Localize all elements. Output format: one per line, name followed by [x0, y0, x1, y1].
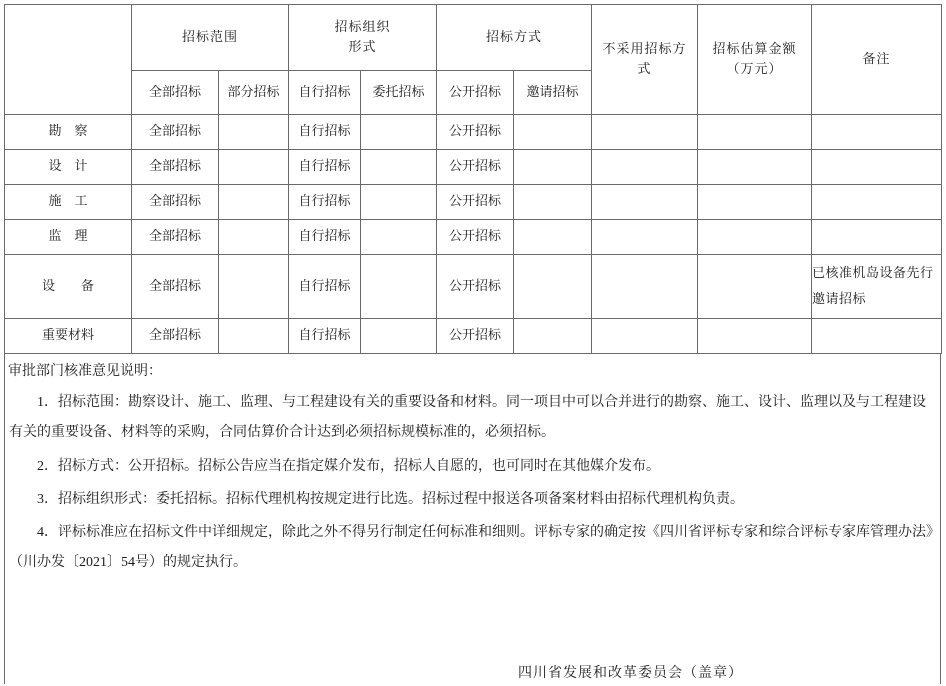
cell-no-tender [592, 150, 698, 185]
cell-part [219, 115, 289, 150]
cell-part [219, 185, 289, 220]
cell-invite [514, 319, 592, 354]
cell-scope: 全部招标 [132, 185, 219, 220]
cell-part [219, 319, 289, 354]
cell-amount [698, 115, 812, 150]
cell-remark [812, 150, 942, 185]
cell-invite [514, 220, 592, 255]
cell-no-tender [592, 115, 698, 150]
cell-entrust [361, 115, 437, 150]
table-row [5, 319, 942, 354]
row-label: 设 计 [5, 150, 132, 185]
cell-amount [698, 319, 812, 354]
cell-org: 自行招标 [289, 220, 361, 255]
subheader-all: 全部招标 [132, 71, 219, 115]
cell-method: 公开招标 [437, 220, 514, 255]
cell-part [219, 220, 289, 255]
cell-entrust [361, 319, 437, 354]
header-org-line2: 形式 [348, 39, 377, 55]
header-method: 招标方式 [437, 5, 592, 71]
table-row [5, 115, 942, 150]
cell-invite [514, 115, 592, 150]
subheader-self: 自行招标 [289, 71, 361, 115]
cell-remark: 已核准机岛设备先行邀请招标 [812, 255, 942, 319]
cell-scope: 全部招标 [132, 150, 219, 185]
cell-scope: 全部招标 [132, 319, 219, 354]
cell-invite [514, 185, 592, 220]
cell-no-tender [592, 185, 698, 220]
cell-method: 公开招标 [437, 255, 514, 319]
cell-amount [698, 220, 812, 255]
row-label: 监 理 [5, 220, 132, 255]
cell-entrust [361, 255, 437, 319]
cell-scope: 全部招标 [132, 115, 219, 150]
cell-method: 公开招标 [437, 319, 514, 354]
subheader-open: 公开招标 [437, 71, 514, 115]
cell-no-tender [592, 319, 698, 354]
corner-cell [5, 5, 132, 115]
cell-scope: 全部招标 [132, 220, 219, 255]
cell-amount [698, 185, 812, 220]
cell-amount [698, 150, 812, 185]
note-item-1: 1．招标范围：勘察设计、施工、监理、与工程建设有关的重要设备和材料。同一项目中可以合并进行的勘察、施工、设计、监理以及与工程建设有关的重要设备、材料等的采购，合同估算价合计达到必须招标规模标准的，必须招标。 [9, 395, 926, 440]
cell-method: 公开招标 [437, 150, 514, 185]
row-label: 重要材料 [5, 319, 132, 354]
note-item-2: 2．招标方式：公开招标。招标公告应当在指定媒介发布，招标人自愿的，也可同时在其他媒介发布。 [37, 459, 660, 474]
notes-heading: 审批部门核准意见说明： [8, 363, 162, 379]
cell-remark [812, 319, 942, 354]
row-label: 勘 察 [5, 115, 132, 150]
cell-scope: 全部招标 [132, 255, 219, 319]
header-amount-line2: （万元） [726, 61, 783, 77]
cell-remark [812, 115, 942, 150]
signature-line: 四川省发展和改革委员会（盖章） [518, 665, 743, 681]
row-label: 设 备 [5, 255, 132, 319]
cell-amount [698, 255, 812, 319]
cell-remark [812, 185, 942, 220]
cell-part [219, 150, 289, 185]
tender-scope-table [4, 4, 942, 354]
cell-org: 自行招标 [289, 115, 361, 150]
cell-org: 自行招标 [289, 319, 361, 354]
subheader-entrust: 委托招标 [361, 71, 437, 115]
cell-part [219, 255, 289, 319]
header-scope: 招标范围 [132, 5, 289, 71]
table-row [5, 255, 942, 319]
header-org-line1: 招标组织 [334, 19, 391, 35]
cell-invite [514, 150, 592, 185]
subheader-part: 部分招标 [219, 71, 289, 115]
header-remark: 备注 [812, 5, 942, 115]
cell-no-tender [592, 255, 698, 319]
header-amount-line1: 招标估算金额 [712, 41, 797, 57]
cell-invite [514, 255, 592, 319]
cell-entrust [361, 185, 437, 220]
subheader-invite: 邀请招标 [514, 71, 592, 115]
cell-org: 自行招标 [289, 255, 361, 319]
header-amount [698, 5, 812, 115]
row-label: 施 工 [5, 185, 132, 220]
table-row [5, 185, 942, 220]
header-no-tender: 不采用招标方式 [592, 5, 698, 115]
cell-org: 自行招标 [289, 150, 361, 185]
approval-notes [4, 354, 941, 684]
cell-method: 公开招标 [437, 185, 514, 220]
cell-entrust [361, 220, 437, 255]
cell-remark [812, 220, 942, 255]
note-item-3: 3．招标组织形式：委托招标。招标代理机构按规定进行比选。招标过程中报送各项备案材料由招标代理机构负责。 [37, 492, 744, 507]
header-org [289, 5, 437, 71]
table-row [5, 150, 942, 185]
cell-entrust [361, 150, 437, 185]
table-row [5, 220, 942, 255]
cell-method: 公开招标 [437, 115, 514, 150]
cell-org: 自行招标 [289, 185, 361, 220]
cell-no-tender [592, 220, 698, 255]
note-item-4: 4．评标标准应在招标文件中详细规定，除此之外不得另行制定任何标准和细则。评标专家的确定按《四川省评标专家和综合评标专家库管理办法》（川办发〔2021〕54号）的规定执行。 [9, 525, 933, 570]
